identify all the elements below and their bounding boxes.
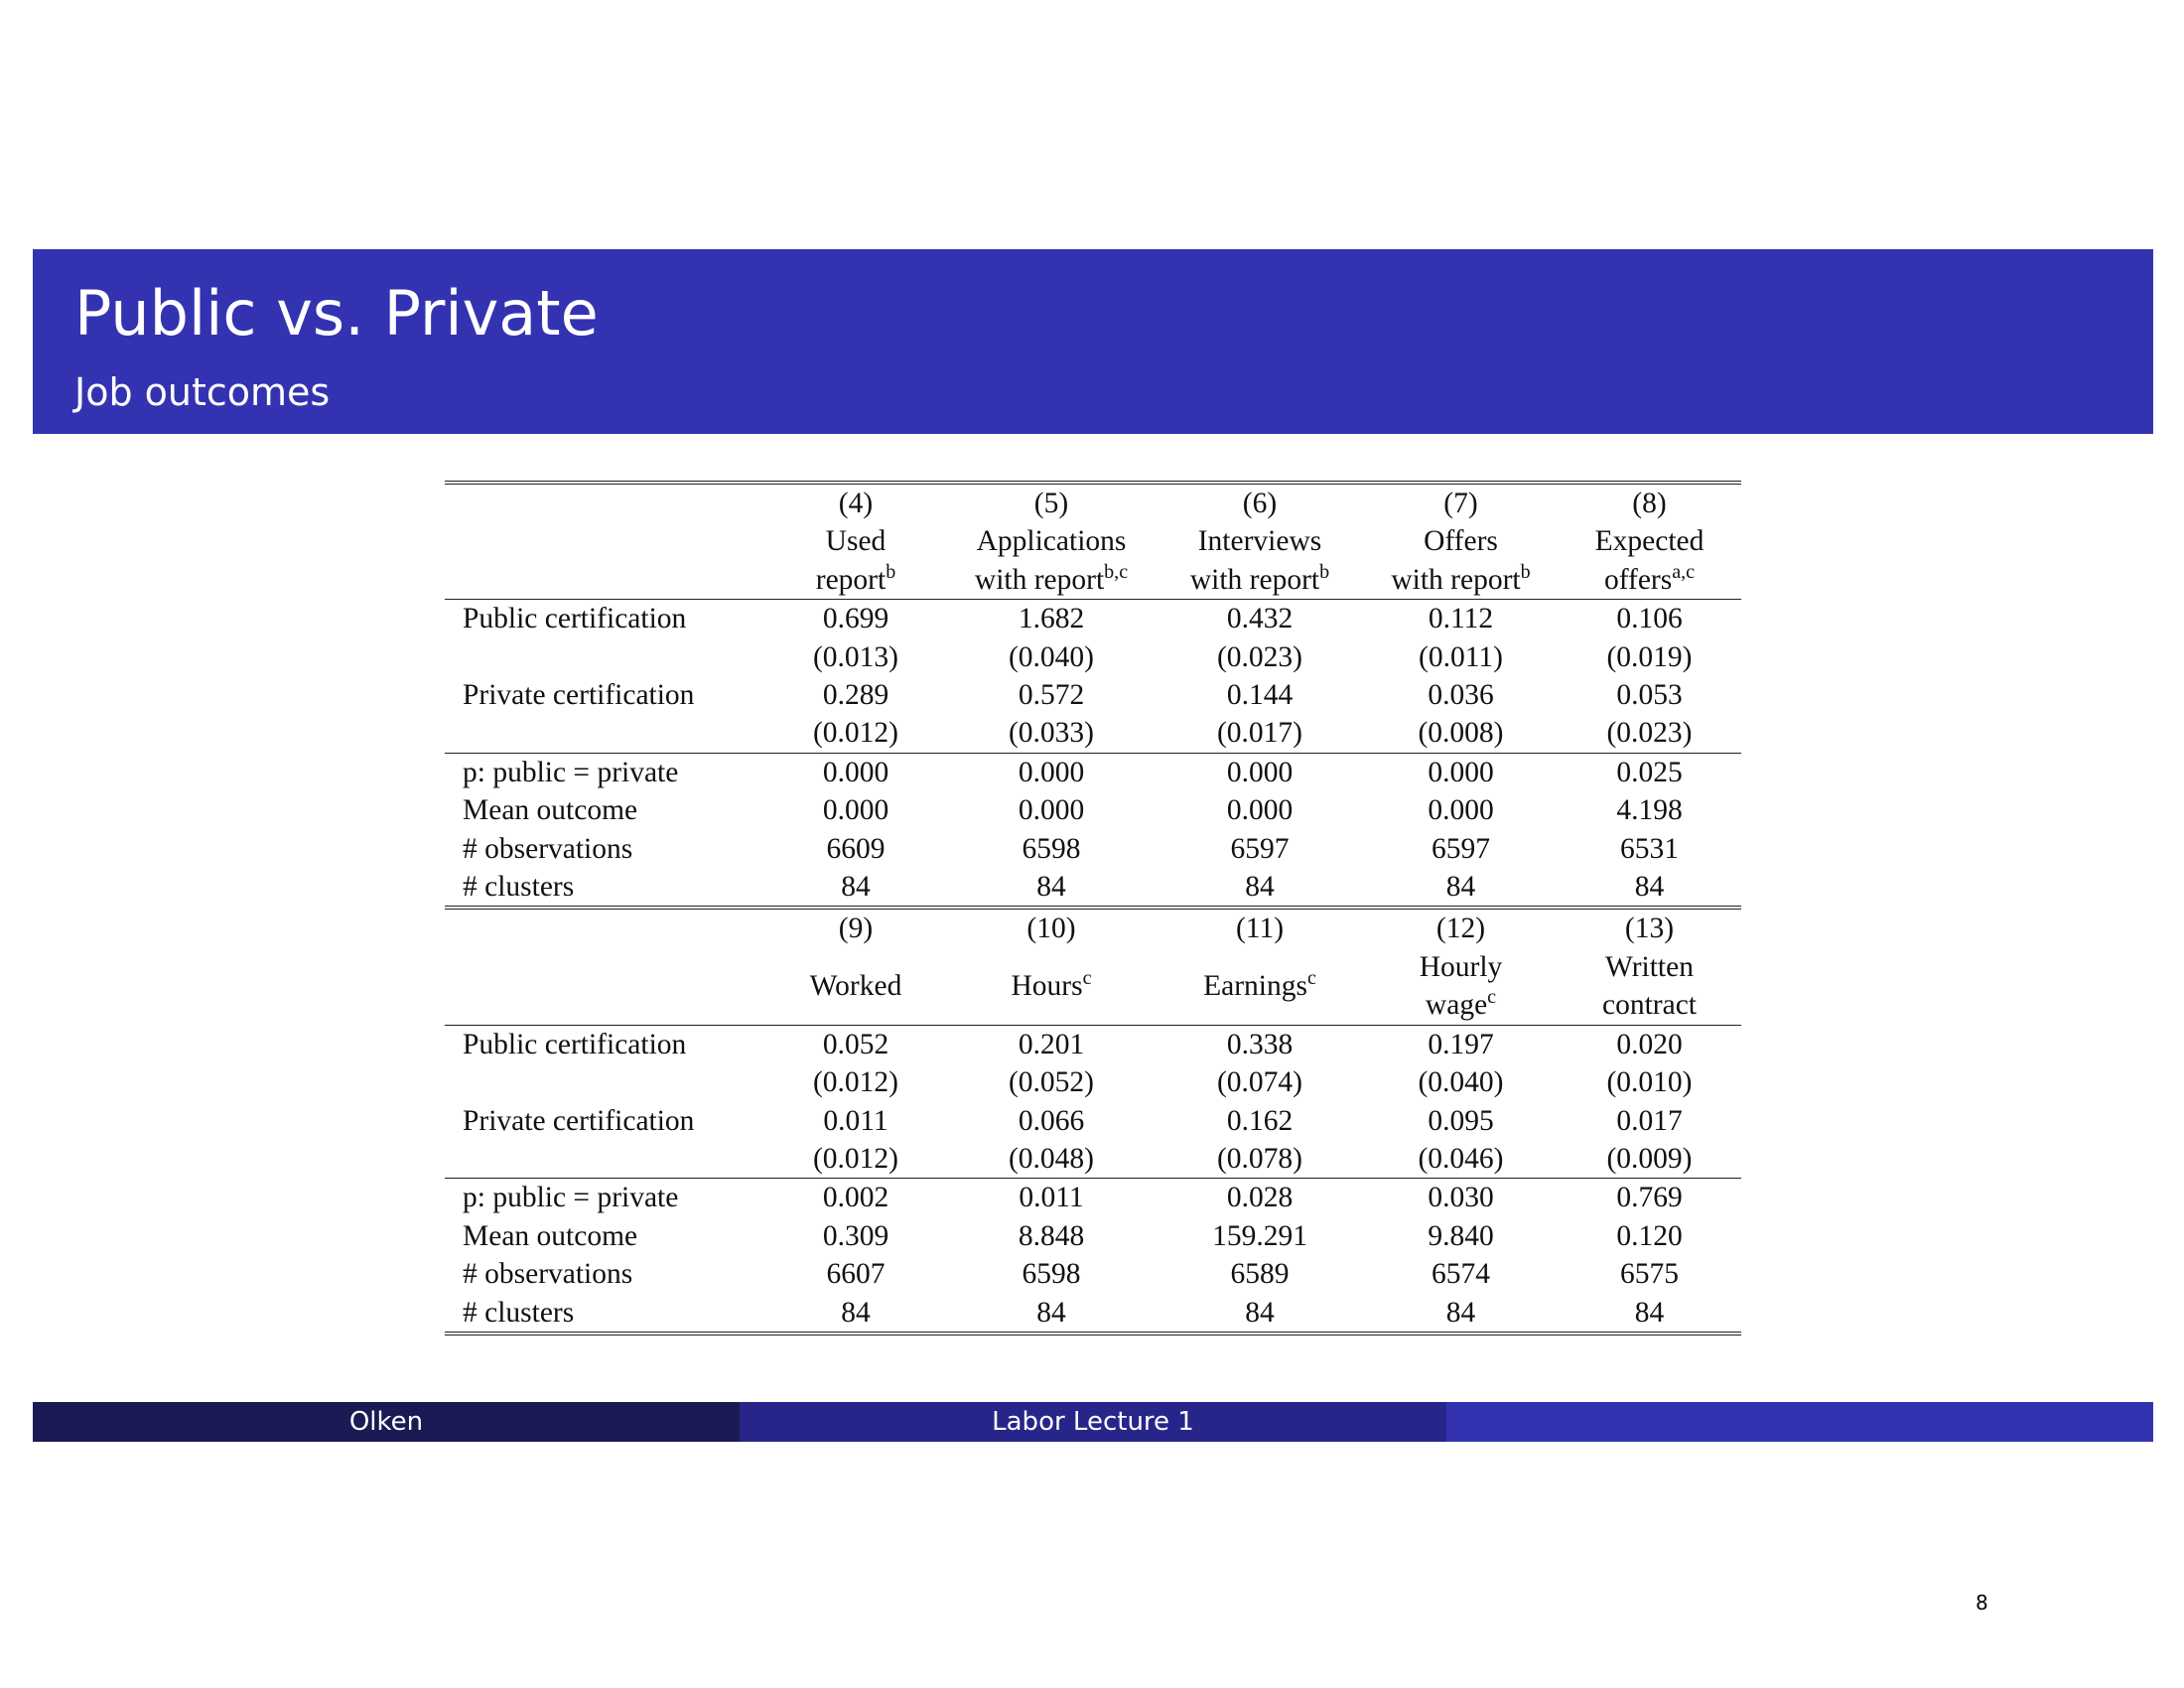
column-header [1364,986,1558,1025]
header-text: Hourly [1419,950,1503,983]
column-header [764,948,947,1025]
table-cell: 84 [947,868,1156,908]
column-number: (11) [1235,913,1285,945]
row-label [445,1063,764,1101]
table-cell: 0.309 [822,1219,889,1252]
column-number: (8) [1558,483,1741,522]
title-bar [33,249,2153,434]
table-cell: 0.112 [1364,600,1558,638]
header-text: contract [1602,989,1697,1022]
table-cell: 0.028 [1156,1179,1364,1217]
column-header-row [445,948,1741,986]
table-cell: 0.053 [1616,679,1683,712]
table-row [445,830,1741,868]
header-text: Written [1605,950,1694,983]
table-cell: (0.009) [1606,1142,1693,1175]
header-footnote-marker: c [1082,967,1092,990]
header-footnote-marker: b [1319,560,1330,583]
row-label: Mean outcome [463,1219,638,1252]
table-cell: 0.769 [1558,1179,1741,1217]
row-label [445,638,764,676]
column-number: (6) [1156,483,1364,522]
column-number-row [445,908,1741,947]
column-header [1558,561,1741,600]
table-row [445,676,1741,714]
table-row [445,791,1741,829]
column-header [947,561,1156,600]
table-cell: 0.572 [1018,679,1085,712]
header-text: with report [1189,563,1320,596]
column-number: (12) [1435,913,1486,945]
table-cell: 0.000 [947,753,1156,791]
table-cell: 0.197 [1364,1025,1558,1063]
table-cell: 0.000 [1156,753,1364,791]
table-cell: 84 [764,868,947,908]
table-cell: 0.120 [1616,1219,1683,1252]
table-cell: (0.048) [1008,1142,1095,1175]
footer-lecture [740,1402,1446,1442]
footer-author-text: Olken [348,1407,424,1437]
table-cell: (0.019) [1606,640,1693,673]
row-label [445,1140,764,1179]
table-cell: 6597 [1432,832,1490,865]
header-text: Worked [809,970,902,1003]
header-footnote-marker: b,c [1104,560,1129,583]
table-cell: 6597 [1230,832,1290,865]
table-row [445,1102,1741,1140]
empty-cell [445,522,764,560]
empty-cell [445,908,764,947]
table-cell: 159.291 [1212,1219,1307,1252]
row-label: # observations [463,832,633,865]
table-cell: (0.023) [1216,640,1303,673]
table-cell: (0.040) [1008,640,1095,673]
table-cell: (0.012) [812,1142,899,1175]
footer-bar [33,1402,2153,1442]
table-cell: 0.432 [1156,600,1364,638]
column-header [1156,561,1364,600]
header-text: Earnings [1203,970,1307,1003]
table-cell: 0.000 [764,753,947,791]
table-cell: 0.017 [1616,1104,1683,1137]
table-cell: (0.017) [1216,717,1303,750]
table-cell: (0.023) [1606,717,1693,750]
table-cell: 1.682 [947,600,1156,638]
table-cell: 0.000 [1428,794,1494,827]
empty-cell [445,561,764,600]
row-label: Private certification [463,1104,695,1137]
table-cell: 0.020 [1558,1025,1741,1063]
column-header [1558,948,1741,986]
table-cell: (0.011) [1419,640,1503,673]
header-footnote-marker: b [1520,560,1531,583]
header-text: with report [1391,563,1521,596]
table-cell: 84 [1364,1294,1558,1334]
table-row [445,868,1741,908]
table-cell: (0.013) [812,640,899,673]
table-cell: (0.046) [1418,1142,1504,1175]
footer-blank [1446,1402,2153,1442]
results-table [445,481,1741,1336]
table-cell: (0.052) [1008,1066,1095,1099]
table-cell: 6531 [1620,832,1679,865]
table-row [445,1255,1741,1293]
row-label: Mean outcome [463,794,638,827]
row-label: # clusters [445,1294,764,1334]
table-cell: (0.010) [1606,1066,1693,1099]
table-cell: 0.011 [823,1104,888,1137]
table-cell: 84 [1364,868,1558,908]
column-header [1156,948,1364,1025]
table-cell: 0.052 [764,1025,947,1063]
table-cell: 9.840 [1428,1219,1494,1252]
column-number: (7) [1364,483,1558,522]
header-footnote-marker: a,c [1672,560,1696,583]
table-cell: (0.033) [1008,717,1095,750]
column-header: Used [825,525,887,558]
table-row [445,1294,1741,1334]
table-cell: 0.289 [822,679,889,712]
row-label [445,714,764,753]
column-number: (13) [1624,913,1675,945]
column-header [764,561,947,600]
row-label: # clusters [445,868,764,908]
table-cell: 0.144 [1226,679,1294,712]
column-header [1364,561,1558,600]
table-cell: 8.848 [1018,1219,1085,1252]
page-number: 8 [1976,1591,1988,1615]
table-cell: 0.000 [822,794,889,827]
table-cell: (0.078) [1216,1142,1303,1175]
column-header: Interviews [1197,525,1322,558]
table-cell: 0.095 [1428,1104,1494,1137]
table-row [445,600,1741,638]
table-cell: 6574 [1432,1258,1490,1291]
header-footnote-marker: c [1306,967,1316,990]
table-cell: 0.066 [1018,1104,1085,1137]
footer-author [33,1402,740,1442]
column-header [1364,948,1558,986]
table-cell: (0.012) [812,1066,899,1099]
header-text: with report [974,563,1105,596]
header-text: offers [1603,563,1673,596]
footer-lecture-text: Labor Lecture 1 [992,1407,1194,1437]
header-text: Hours [1011,970,1083,1003]
table-cell: 6598 [1022,1258,1081,1291]
column-header: Applications [976,525,1127,558]
table-cell: 0.000 [1364,753,1558,791]
row-label: Public certification [445,600,764,638]
table-cell: 84 [1156,868,1364,908]
table-cell: 0.000 [1226,794,1294,827]
table-cell: 84 [1558,868,1741,908]
table-row [445,1140,1741,1179]
column-number: (4) [764,483,947,522]
table-cell: 4.198 [1616,794,1683,827]
table-cell: 0.025 [1558,753,1741,791]
column-header: Expected [1594,525,1705,558]
table-cell: 84 [947,1294,1156,1334]
column-number: (5) [947,483,1156,522]
row-label: Private certification [463,679,695,712]
table-cell: 6609 [826,832,886,865]
table-cell: 84 [1156,1294,1364,1334]
column-header-row [445,561,1741,600]
table-cell: (0.074) [1216,1066,1303,1099]
row-label: p: public = private [445,1179,764,1217]
header-text: report [815,563,887,596]
header-text: wage [1425,989,1488,1022]
table-row [445,714,1741,753]
header-footnote-marker: b [886,560,896,583]
table-cell: 0.162 [1226,1104,1294,1137]
table-cell: 6575 [1620,1258,1679,1291]
table-cell: 6607 [826,1258,886,1291]
table-cell: 0.106 [1558,600,1741,638]
table-cell: 0.030 [1364,1179,1558,1217]
table-cell: 84 [1558,1294,1741,1334]
row-label: Public certification [445,1025,764,1063]
column-header-row [445,522,1741,560]
column-number-row [445,483,1741,522]
row-label: # observations [463,1258,633,1291]
column-header [947,948,1156,1025]
table-cell: 84 [764,1294,947,1334]
table-cell: (0.040) [1418,1066,1504,1099]
row-label: p: public = private [445,753,764,791]
table-cell: 6589 [1230,1258,1290,1291]
table-cell: 0.036 [1428,679,1494,712]
header-footnote-marker: c [1487,986,1497,1009]
column-number: (9) [838,913,874,945]
table-cell: 0.338 [1156,1025,1364,1063]
table-row [445,638,1741,676]
table-row [445,1179,1741,1217]
column-header [1558,986,1741,1025]
table-cell: 6598 [1022,832,1081,865]
table-cell: (0.012) [812,717,899,750]
table-cell: 0.699 [764,600,947,638]
empty-cell [445,948,764,1025]
table-cell: 0.002 [764,1179,947,1217]
table-cell: 0.201 [947,1025,1156,1063]
empty-cell [445,483,764,522]
table-row [445,1063,1741,1101]
table-cell: 0.000 [1018,794,1085,827]
table-row [445,1025,1741,1063]
table-row [445,753,1741,791]
slide-title: Public vs. Private [74,277,599,350]
table-cell: (0.008) [1418,717,1504,750]
table-row [445,1217,1741,1255]
column-header: Offers [1424,525,1498,558]
slide-subtitle: Job outcomes [74,370,331,414]
table-cell: 0.011 [947,1179,1156,1217]
column-number: (10) [1026,913,1076,945]
